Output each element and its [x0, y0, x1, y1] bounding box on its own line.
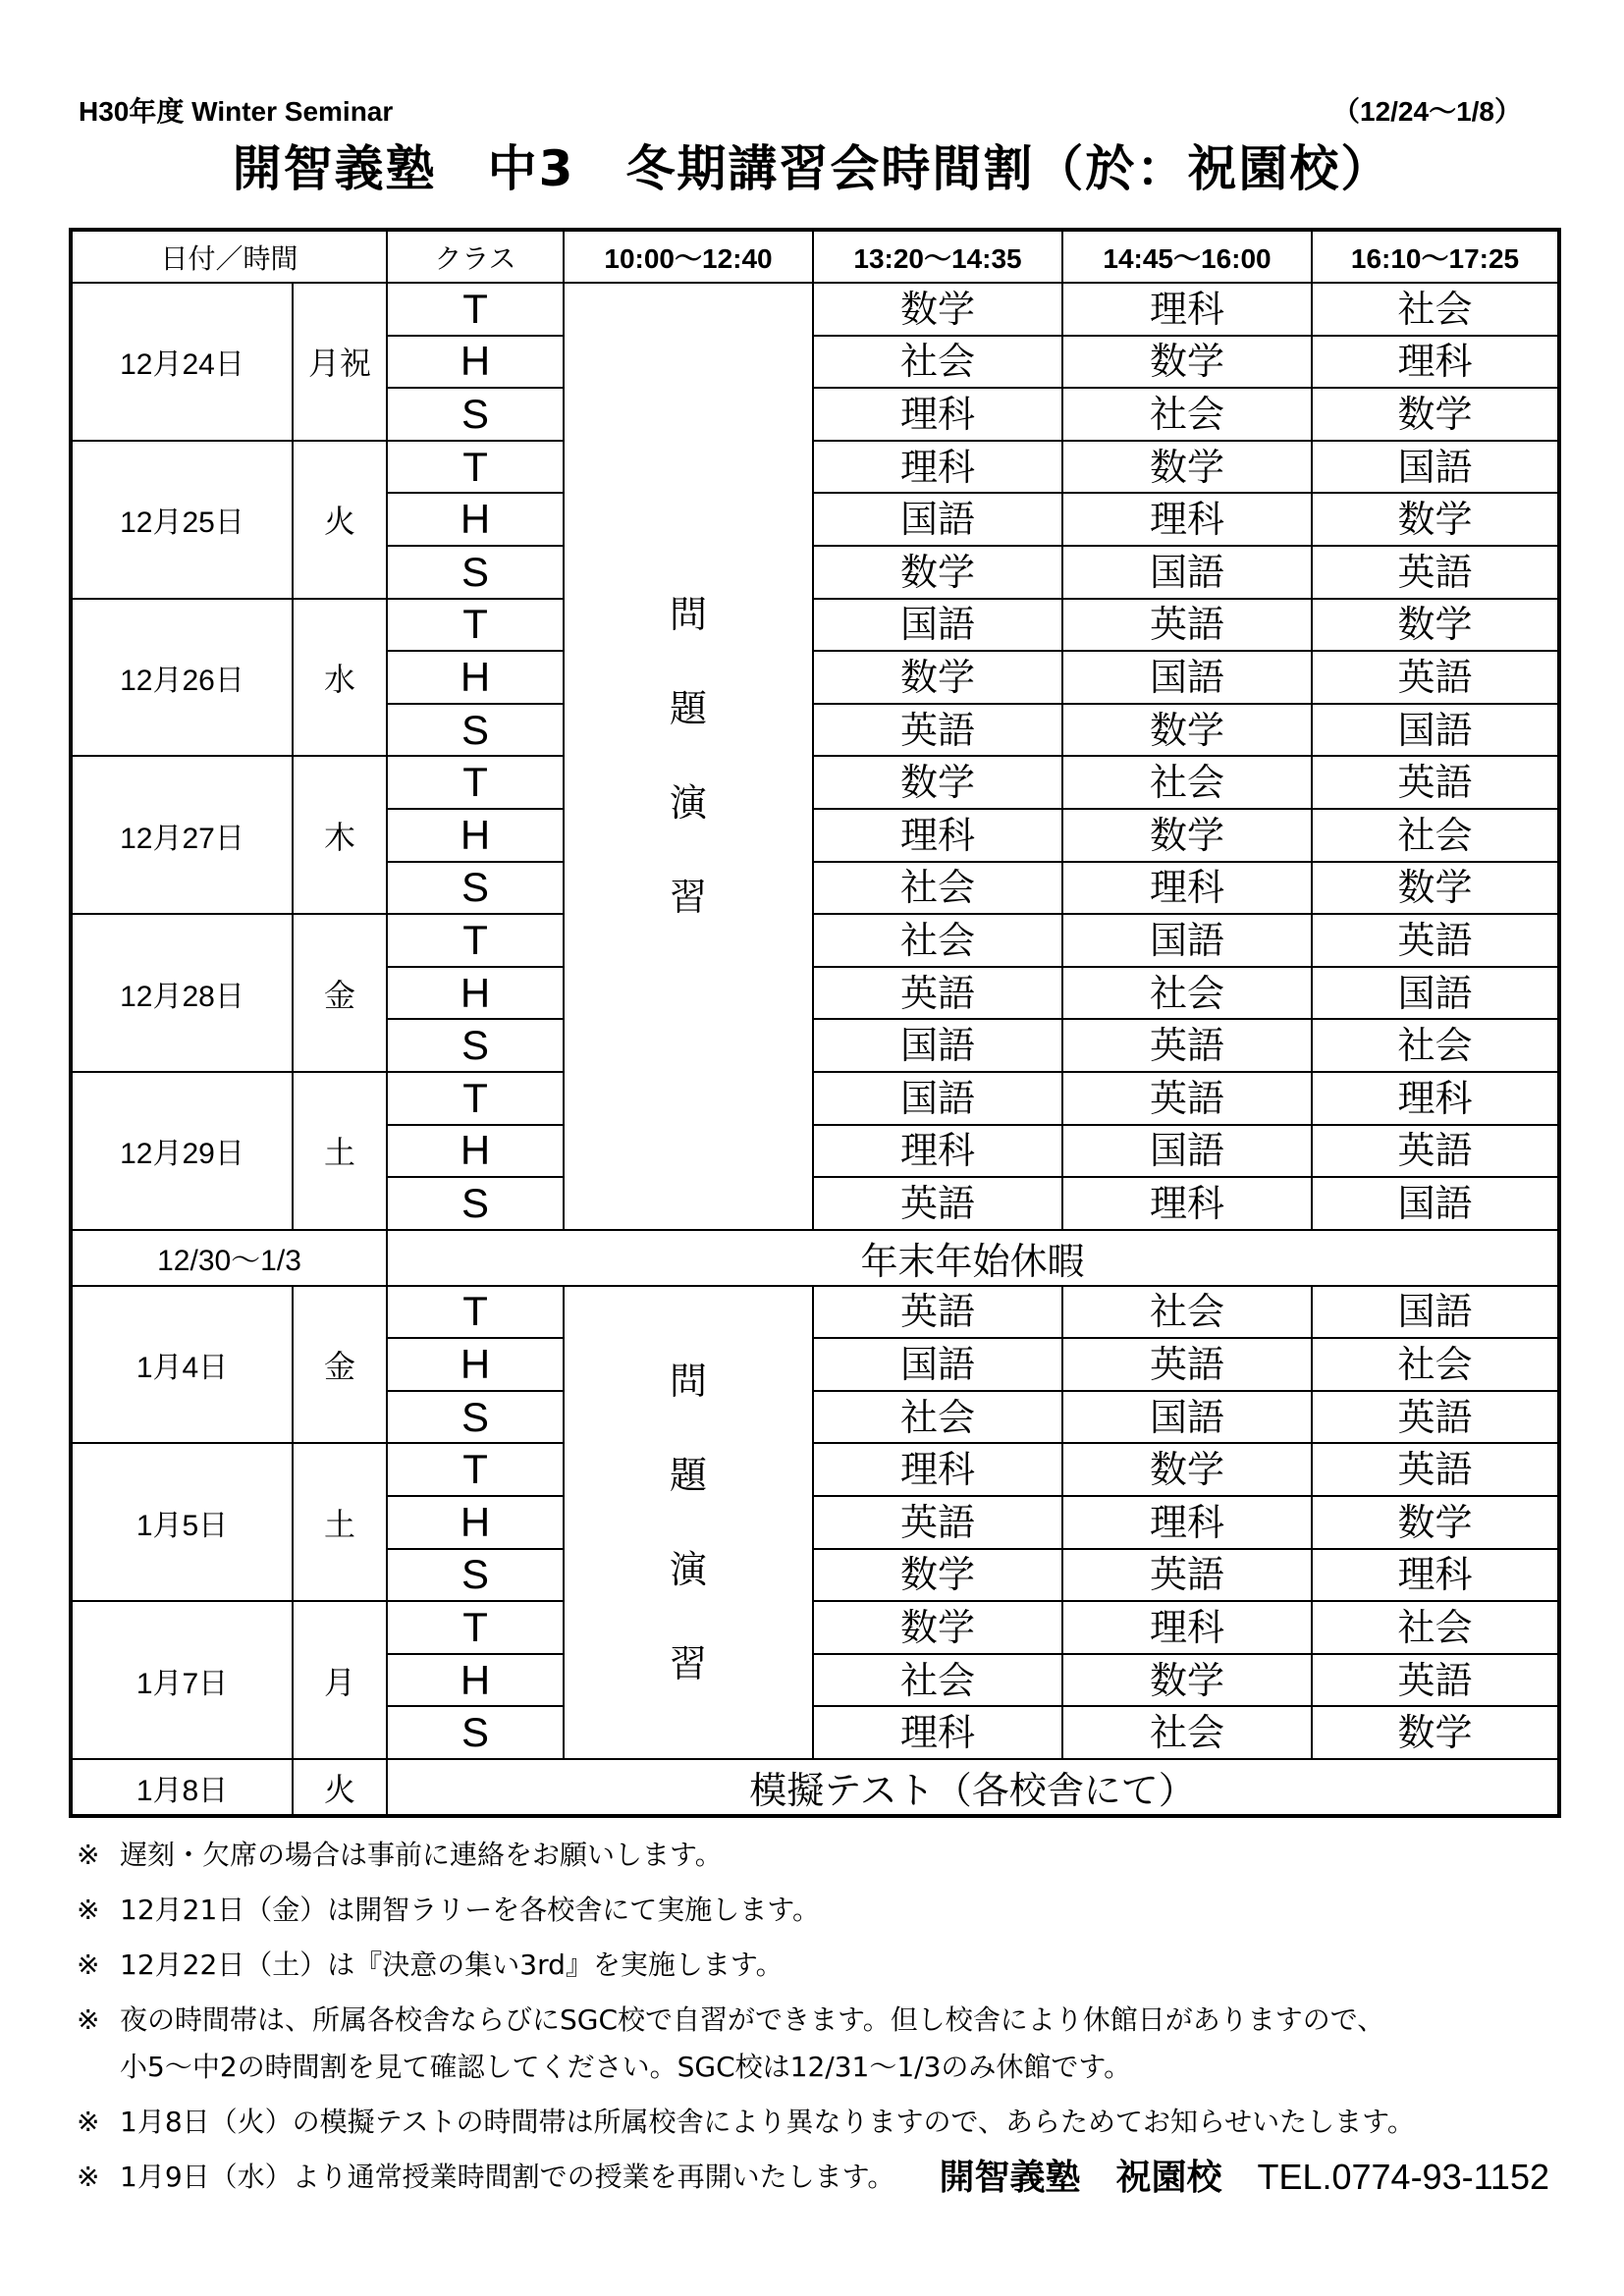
- note-mark: ※: [77, 2106, 100, 2138]
- subject-cell: 理科: [1062, 1177, 1312, 1230]
- class-cell: T: [387, 1072, 564, 1125]
- holiday-label-cell: 年末年始休暇: [387, 1230, 1559, 1286]
- subject-cell: 社会: [1062, 967, 1312, 1020]
- table-row: [71, 441, 1559, 494]
- subject-cell: 英語: [1312, 1391, 1559, 1444]
- date-cell: 1月7日: [71, 1601, 293, 1759]
- subject-cell: 英語: [813, 967, 1062, 1020]
- class-cell: T: [387, 914, 564, 967]
- class-cell: H: [387, 967, 564, 1020]
- subject-cell: 数学: [813, 1601, 1062, 1654]
- problem-practice-cell: [564, 283, 813, 1230]
- subject-cell: 社会: [813, 1654, 1062, 1707]
- subject-cell: 理科: [1062, 862, 1312, 915]
- class-cell: T: [387, 1286, 564, 1339]
- class-cell: T: [387, 1443, 564, 1496]
- subject-cell: 国語: [1312, 441, 1559, 494]
- class-cell: H: [387, 651, 564, 704]
- class-cell: T: [387, 1601, 564, 1654]
- note-mark: ※: [77, 1839, 100, 1871]
- weekday-cell: 月祝: [293, 283, 387, 441]
- date-cell: 12月27日: [71, 756, 293, 914]
- column-header: 10:00～12:40: [564, 230, 813, 283]
- column-header: 13:20～14:35: [813, 230, 1062, 283]
- subject-cell: 国語: [1312, 1177, 1559, 1230]
- subject-cell: 理科: [813, 1443, 1062, 1496]
- subject-cell: 英語: [1062, 1072, 1312, 1125]
- weekday-cell: 月: [293, 1601, 387, 1759]
- subject-cell: 社会: [813, 862, 1062, 915]
- table-header-row: [71, 230, 1559, 283]
- subject-cell: 英語: [1062, 1338, 1312, 1391]
- page-title: 開智義塾 中3 冬期講習会時間割（於：祝園校）: [232, 140, 1392, 197]
- problem-practice-char: 題: [670, 687, 708, 731]
- class-cell: S: [387, 1706, 564, 1759]
- mock-test-label-cell: 模擬テスト（各校舎にて）: [387, 1759, 1559, 1816]
- problem-practice-char: 問: [670, 1359, 708, 1403]
- subject-cell: 理科: [1062, 493, 1312, 546]
- class-cell: H: [387, 1338, 564, 1391]
- column-header: 16:10～17:25: [1312, 230, 1559, 283]
- class-cell: S: [387, 388, 564, 441]
- table-row: [71, 1072, 1559, 1125]
- subject-cell: 数学: [813, 1549, 1062, 1602]
- subject-cell: 社会: [1312, 1338, 1559, 1391]
- class-cell: S: [387, 704, 564, 757]
- note-text: 1月8日（火）の模擬テストの時間帯は所属校舎により異なりますので、あらためてお知らせいたします。: [120, 2106, 1415, 2138]
- class-cell: H: [387, 493, 564, 546]
- weekday-cell: 金: [293, 914, 387, 1072]
- subject-cell: 英語: [813, 704, 1062, 757]
- class-cell: S: [387, 1391, 564, 1444]
- subject-cell: 理科: [813, 809, 1062, 862]
- subject-cell: 数学: [1312, 1496, 1559, 1549]
- header-season: H30年度 Winter Seminar: [79, 96, 394, 127]
- subject-cell: 英語: [813, 1177, 1062, 1230]
- class-cell: H: [387, 1654, 564, 1707]
- subject-cell: 理科: [1312, 1549, 1559, 1602]
- problem-practice-cell: [564, 1286, 813, 1759]
- problem-practice-char: 題: [670, 1453, 708, 1497]
- subject-cell: 英語: [1312, 1443, 1559, 1496]
- subject-cell: 理科: [813, 1125, 1062, 1178]
- subject-cell: 数学: [1312, 599, 1559, 652]
- subject-cell: 数学: [813, 283, 1062, 336]
- subject-cell: 理科: [1062, 1496, 1312, 1549]
- subject-cell: 数学: [1312, 1706, 1559, 1759]
- class-cell: T: [387, 283, 564, 336]
- date-cell: 12月25日: [71, 441, 293, 599]
- class-cell: T: [387, 756, 564, 809]
- class-cell: H: [387, 336, 564, 389]
- subject-cell: 国語: [1312, 967, 1559, 1020]
- date-cell: 1月5日: [71, 1443, 293, 1601]
- subject-cell: 理科: [1062, 283, 1312, 336]
- problem-practice-char: 習: [670, 1641, 708, 1685]
- table-row: [71, 599, 1559, 652]
- school-name: 開智義塾 祝園校: [939, 2158, 1222, 2198]
- mock-test-row: [71, 1759, 1559, 1816]
- table-row: [71, 756, 1559, 809]
- date-cell: 12月29日: [71, 1072, 293, 1230]
- subject-cell: 英語: [1312, 756, 1559, 809]
- header-period: （12/24～1/8）: [1332, 96, 1522, 127]
- subject-cell: 理科: [1062, 1601, 1312, 1654]
- problem-practice-char: 演: [670, 781, 708, 826]
- subject-cell: 理科: [813, 1706, 1062, 1759]
- subject-cell: 理科: [813, 441, 1062, 494]
- date-cell: 1月8日: [71, 1759, 293, 1816]
- holiday-row: [71, 1230, 1559, 1286]
- subject-cell: 数学: [1312, 388, 1559, 441]
- table-row: [71, 1443, 1559, 1496]
- subject-cell: 数学: [813, 756, 1062, 809]
- subject-cell: 数学: [1062, 809, 1312, 862]
- note-text: 12月21日（金）は開智ラリーを各校舎にて実施します。: [120, 1894, 821, 1926]
- subject-cell: 英語: [1312, 546, 1559, 599]
- subject-cell: 国語: [1062, 1125, 1312, 1178]
- table-row: [71, 1286, 1559, 1339]
- subject-cell: 理科: [1312, 336, 1559, 389]
- subject-cell: 社会: [1312, 1019, 1559, 1072]
- column-header: クラス: [387, 230, 564, 283]
- subject-cell: 社会: [813, 336, 1062, 389]
- subject-cell: 社会: [1062, 756, 1312, 809]
- subject-cell: 英語: [1312, 1125, 1559, 1178]
- date-cell: 12月24日: [71, 283, 293, 441]
- table-row: [71, 1601, 1559, 1654]
- note-mark: ※: [77, 2161, 100, 2193]
- note-2: [77, 1887, 1569, 1934]
- note-mark: ※: [77, 1894, 100, 1926]
- note-text: 遅刻・欠席の場合は事前に連絡をお願いします。: [120, 1839, 723, 1871]
- class-cell: S: [387, 546, 564, 599]
- date-cell: 12月28日: [71, 914, 293, 1072]
- subject-cell: 英語: [1312, 914, 1559, 967]
- note-mark: ※: [77, 2003, 100, 2036]
- subject-cell: 英語: [1062, 1019, 1312, 1072]
- note-1: [77, 1832, 1569, 1879]
- class-cell: S: [387, 1177, 564, 1230]
- holiday-dates-cell: 12/30～1/3: [71, 1230, 387, 1286]
- subject-cell: 社会: [1062, 1286, 1312, 1339]
- class-cell: H: [387, 1496, 564, 1549]
- subject-cell: 社会: [1312, 1601, 1559, 1654]
- subject-cell: 社会: [1312, 809, 1559, 862]
- subject-cell: 英語: [1062, 599, 1312, 652]
- subject-cell: 英語: [1312, 651, 1559, 704]
- weekday-cell: 金: [293, 1286, 387, 1444]
- subject-cell: 数学: [1062, 441, 1312, 494]
- notes: [77, 1832, 1569, 2201]
- subject-cell: 国語: [813, 493, 1062, 546]
- subject-cell: 国語: [813, 1338, 1062, 1391]
- subject-cell: 数学: [1062, 704, 1312, 757]
- timetable: [69, 228, 1561, 1818]
- weekday-cell: 土: [293, 1072, 387, 1230]
- weekday-cell: 火: [293, 1759, 387, 1816]
- subject-cell: 理科: [813, 388, 1062, 441]
- subject-cell: 数学: [1312, 862, 1559, 915]
- class-cell: T: [387, 441, 564, 494]
- weekday-cell: 木: [293, 756, 387, 914]
- note-text: 夜の時間帯は、所属各校舎ならびにSGC校で自習ができます。但し校舎により休館日がありますので、: [120, 2003, 1385, 2036]
- subject-cell: 数学: [1062, 336, 1312, 389]
- subject-cell: 国語: [1062, 651, 1312, 704]
- subject-cell: 国語: [1062, 546, 1312, 599]
- subject-cell: 数学: [813, 546, 1062, 599]
- subject-cell: 理科: [1312, 1072, 1559, 1125]
- note-text: 12月22日（土）は『決意の集い3rd』を実施します。: [120, 1949, 784, 1981]
- table-row: [71, 283, 1559, 336]
- problem-practice-char: 習: [670, 876, 708, 920]
- subject-cell: 数学: [1062, 1654, 1312, 1707]
- note-4: [77, 1997, 1569, 2091]
- class-cell: H: [387, 1125, 564, 1178]
- weekday-cell: 火: [293, 441, 387, 599]
- subject-cell: 英語: [813, 1496, 1062, 1549]
- subject-cell: 国語: [813, 599, 1062, 652]
- note-5: [77, 2099, 1569, 2146]
- subject-cell: 社会: [1062, 1706, 1312, 1759]
- subject-cell: 社会: [813, 914, 1062, 967]
- subject-cell: 英語: [813, 1286, 1062, 1339]
- subject-cell: 国語: [1312, 1286, 1559, 1339]
- class-cell: S: [387, 1549, 564, 1602]
- subject-cell: 数学: [1312, 493, 1559, 546]
- column-header: 14:45～16:00: [1062, 230, 1312, 283]
- subject-cell: 国語: [1062, 914, 1312, 967]
- subject-cell: 英語: [1312, 1654, 1559, 1707]
- subject-cell: 国語: [813, 1019, 1062, 1072]
- class-cell: H: [387, 809, 564, 862]
- note-text: 1月9日（水）より通常授業時間割での授業を再開いたします。: [120, 2161, 895, 2193]
- column-header: 日付／時間: [71, 230, 387, 283]
- weekday-cell: 水: [293, 599, 387, 757]
- phone-number: TEL.0774-93-1152: [1257, 2157, 1549, 2197]
- subject-cell: 社会: [1062, 388, 1312, 441]
- date-cell: 1月4日: [71, 1286, 293, 1444]
- subject-cell: 英語: [1062, 1549, 1312, 1602]
- subject-cell: 数学: [1062, 1443, 1312, 1496]
- problem-practice-char: 演: [670, 1547, 708, 1591]
- date-cell: 12月26日: [71, 599, 293, 757]
- subject-cell: 社会: [813, 1391, 1062, 1444]
- subject-cell: 社会: [1312, 283, 1559, 336]
- footer: [939, 2150, 1549, 2200]
- problem-practice-char: 問: [670, 593, 708, 637]
- subject-cell: 国語: [1312, 704, 1559, 757]
- class-cell: S: [387, 862, 564, 915]
- table-row: [71, 914, 1559, 967]
- weekday-cell: 土: [293, 1443, 387, 1601]
- note-3: [77, 1942, 1569, 1989]
- subject-cell: 数学: [813, 651, 1062, 704]
- note-text-cont: 小5～中2の時間割を見て確認してください。SGC校は12/31～1/3のみ休館です。: [120, 2051, 1132, 2083]
- subject-cell: 国語: [1062, 1391, 1312, 1444]
- note-mark: ※: [77, 1949, 100, 1981]
- class-cell: S: [387, 1019, 564, 1072]
- class-cell: T: [387, 599, 564, 652]
- subject-cell: 国語: [813, 1072, 1062, 1125]
